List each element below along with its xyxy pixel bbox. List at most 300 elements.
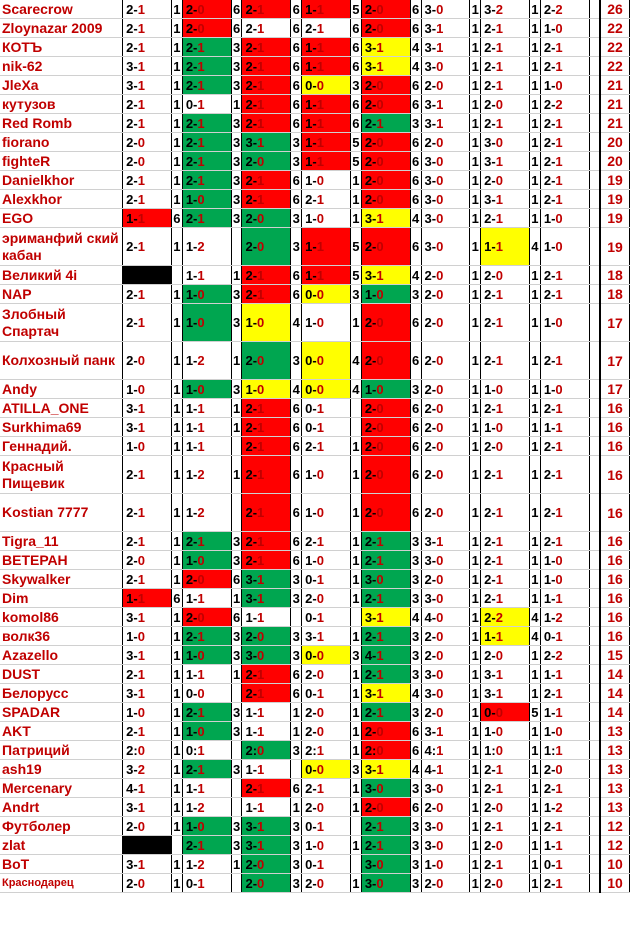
prediction-points: 1 bbox=[530, 342, 541, 380]
score-text: 2-0 bbox=[424, 400, 444, 416]
prediction-points: 4 bbox=[292, 381, 300, 397]
prediction-score bbox=[481, 779, 530, 798]
score-text: 3-0 bbox=[424, 837, 444, 853]
prediction-points: 3 bbox=[232, 533, 241, 549]
prediction-score bbox=[123, 95, 172, 114]
prediction-points: 1 bbox=[173, 818, 181, 834]
prediction-score bbox=[242, 0, 291, 19]
prediction-score bbox=[123, 551, 172, 570]
score-text: 0-0 bbox=[185, 685, 205, 701]
prediction-points: 1 bbox=[173, 400, 181, 416]
prediction-points: 3 bbox=[411, 115, 420, 131]
prediction-score bbox=[540, 836, 589, 855]
prediction-points: 1 bbox=[531, 39, 539, 55]
prediction-points bbox=[589, 342, 600, 380]
prediction-points: 6 bbox=[232, 609, 241, 625]
prediction-score bbox=[481, 152, 530, 171]
prediction-score bbox=[123, 589, 172, 608]
total-points: 19 bbox=[600, 190, 629, 209]
prediction-score bbox=[361, 380, 410, 399]
score-text: 2-0 bbox=[245, 628, 265, 644]
score-text: 1-0 bbox=[245, 381, 265, 397]
prediction-points: 1 bbox=[173, 666, 181, 682]
prediction-points: 1 bbox=[471, 647, 479, 663]
prediction-score bbox=[481, 228, 530, 266]
score-text: 2-0 bbox=[245, 875, 265, 891]
table-row bbox=[0, 760, 630, 779]
prediction-points: 1 bbox=[531, 780, 539, 796]
prediction-points: 1 bbox=[292, 704, 300, 720]
prediction-points: 1 bbox=[173, 191, 181, 207]
prediction-points: 1 bbox=[173, 172, 181, 188]
prediction-points: 6 bbox=[411, 1, 420, 17]
prediction-score bbox=[421, 342, 470, 380]
prediction-score bbox=[242, 152, 291, 171]
prediction-points: 1 bbox=[292, 799, 300, 815]
prediction-score bbox=[421, 114, 470, 133]
prediction-score bbox=[242, 437, 291, 456]
prediction-points: 1 bbox=[173, 628, 181, 644]
prediction-score bbox=[421, 874, 470, 893]
score-text: 2-1 bbox=[245, 115, 265, 131]
prediction-points bbox=[589, 114, 600, 133]
prediction-points: 1 bbox=[232, 856, 241, 872]
score-text: 2-1 bbox=[185, 210, 205, 226]
prediction-points: 3 bbox=[232, 153, 241, 169]
table-row bbox=[0, 171, 630, 190]
prediction-points bbox=[171, 836, 182, 855]
prediction-score bbox=[123, 608, 172, 627]
score-text: 2-1 bbox=[543, 115, 563, 131]
score-text: 2-1 bbox=[305, 191, 324, 207]
prediction-score bbox=[361, 38, 410, 57]
prediction-points: 1 bbox=[352, 742, 360, 758]
player-name: Andy bbox=[0, 380, 123, 399]
player-name: волк36 bbox=[0, 627, 123, 646]
total-points: 13 bbox=[600, 779, 629, 798]
prediction-points: 6 bbox=[411, 77, 420, 93]
total-points: 16 bbox=[600, 418, 629, 437]
total-points: 15 bbox=[600, 646, 629, 665]
prediction-points: 3 bbox=[232, 77, 241, 93]
score-text: 1-0 bbox=[543, 315, 563, 330]
prediction-score bbox=[361, 418, 410, 437]
prediction-points: 1 bbox=[531, 685, 539, 701]
prediction-points: 1 bbox=[531, 286, 539, 302]
score-text: 2-0 bbox=[126, 134, 145, 150]
prediction-points: 4 bbox=[531, 628, 539, 644]
prediction-score bbox=[242, 38, 291, 57]
prediction-points: 1 bbox=[352, 780, 360, 796]
prediction-score bbox=[361, 703, 410, 722]
prediction-score bbox=[182, 380, 231, 399]
prediction-score bbox=[242, 285, 291, 304]
prediction-points bbox=[589, 228, 600, 266]
prediction-points: 1 bbox=[470, 342, 481, 380]
player-name: Scarecrow bbox=[0, 0, 123, 19]
table-row bbox=[0, 855, 630, 874]
prediction-score bbox=[302, 779, 351, 798]
score-text: 1-1 bbox=[543, 590, 563, 606]
score-text: 1-2 bbox=[185, 467, 205, 482]
player-name: Red Romb bbox=[0, 114, 123, 133]
score-text: 2-1 bbox=[185, 533, 205, 549]
prediction-points: 3 bbox=[411, 818, 420, 834]
prediction-points: 6 bbox=[411, 799, 420, 815]
prediction-points: 3 bbox=[292, 856, 300, 872]
prediction-score bbox=[242, 456, 291, 494]
total-points: 16 bbox=[600, 570, 629, 589]
prediction-score bbox=[540, 608, 589, 627]
prediction-points bbox=[589, 285, 600, 304]
score-text: 2-1 bbox=[185, 58, 205, 74]
score-text: 2-1 bbox=[245, 77, 265, 93]
prediction-score bbox=[361, 228, 410, 266]
player-name: Azazello bbox=[0, 646, 123, 665]
prediction-score bbox=[242, 114, 291, 133]
score-text: 2-1 bbox=[484, 400, 503, 416]
prediction-score bbox=[421, 494, 470, 532]
prediction-points: 6 bbox=[292, 438, 300, 454]
prediction-score bbox=[182, 171, 231, 190]
score-text: 2-1 bbox=[364, 818, 384, 834]
prediction-points: 3 bbox=[232, 134, 241, 150]
score-text: 2-1 bbox=[543, 467, 563, 482]
prediction-score bbox=[123, 665, 172, 684]
prediction-score bbox=[540, 570, 589, 589]
score-text: 2-0 bbox=[543, 761, 563, 777]
prediction-points: 1 bbox=[531, 552, 539, 568]
prediction-score bbox=[182, 836, 231, 855]
prediction-score bbox=[302, 741, 351, 760]
prediction-points: 1 bbox=[352, 666, 360, 682]
score-text: 2-1 bbox=[185, 837, 205, 853]
table-row bbox=[0, 285, 630, 304]
prediction-score bbox=[242, 133, 291, 152]
prediction-points: 5 bbox=[352, 1, 360, 17]
prediction-points: 1 bbox=[173, 533, 181, 549]
prediction-points: 6 bbox=[291, 456, 302, 494]
score-text: 1-0 bbox=[126, 438, 145, 454]
prediction-score bbox=[361, 304, 410, 342]
score-text: 1-2 bbox=[185, 799, 205, 815]
score-text: 2-2 bbox=[543, 1, 563, 17]
prediction-points: 6 bbox=[292, 39, 300, 55]
prediction-score bbox=[123, 418, 172, 437]
prediction-points bbox=[589, 19, 600, 38]
prediction-score bbox=[421, 817, 470, 836]
prediction-score bbox=[421, 437, 470, 456]
prediction-points: 6 bbox=[410, 342, 421, 380]
prediction-points: 6 bbox=[292, 172, 300, 188]
score-text: 1-0 bbox=[185, 381, 205, 397]
prediction-score bbox=[182, 646, 231, 665]
player-name: JleXa bbox=[0, 76, 123, 95]
player-name: ВЕТЕРАН bbox=[0, 551, 123, 570]
prediction-score bbox=[421, 627, 470, 646]
prediction-points: 3 bbox=[232, 723, 241, 739]
score-text: 2-1 bbox=[185, 172, 205, 188]
prediction-points: 1 bbox=[530, 494, 541, 532]
prediction-score bbox=[242, 608, 291, 627]
score-text: 2-1 bbox=[484, 552, 503, 568]
prediction-score bbox=[302, 684, 351, 703]
prediction-score bbox=[421, 741, 470, 760]
table-row bbox=[0, 646, 630, 665]
score-text: 2-1 bbox=[126, 286, 145, 302]
prediction-score bbox=[182, 190, 231, 209]
prediction-points bbox=[231, 779, 242, 798]
prediction-score bbox=[361, 760, 410, 779]
table-row bbox=[0, 57, 630, 76]
prediction-score bbox=[242, 19, 291, 38]
prediction-points: 6 bbox=[292, 666, 300, 682]
prediction-score bbox=[302, 95, 351, 114]
prediction-score bbox=[481, 589, 530, 608]
prediction-score bbox=[421, 38, 470, 57]
prediction-points: 3 bbox=[292, 742, 300, 758]
total-points: 19 bbox=[600, 228, 629, 266]
score-text: 1-1 bbox=[245, 799, 265, 815]
score-text: 2-1 bbox=[245, 58, 265, 74]
prediction-points: 6 bbox=[292, 552, 300, 568]
prediction-points: 3 bbox=[292, 153, 300, 169]
prediction-points: 6 bbox=[292, 400, 300, 416]
prediction-points: 6 bbox=[410, 304, 421, 342]
prediction-score bbox=[302, 817, 351, 836]
total-points: 17 bbox=[600, 342, 629, 380]
score-text: 3-1 bbox=[126, 58, 145, 74]
prediction-points: 1 bbox=[471, 438, 479, 454]
prediction-points: 1 bbox=[171, 456, 182, 494]
prediction-points bbox=[589, 608, 600, 627]
score-text: 1-0 bbox=[543, 552, 563, 568]
score-text: 0-1 bbox=[305, 419, 324, 435]
score-text: 4-0 bbox=[424, 609, 444, 625]
prediction-points bbox=[589, 779, 600, 798]
score-text: 3-0 bbox=[424, 590, 444, 606]
prediction-points: 1 bbox=[471, 1, 479, 17]
prediction-score bbox=[182, 285, 231, 304]
prediction-score bbox=[481, 418, 530, 437]
prediction-score bbox=[242, 171, 291, 190]
prediction-score bbox=[421, 190, 470, 209]
prediction-score bbox=[242, 741, 291, 760]
prediction-score bbox=[302, 760, 351, 779]
score-text: 2-1 bbox=[245, 400, 265, 416]
score-text: 2-1 bbox=[484, 20, 503, 36]
score-text: 1-0 bbox=[126, 381, 145, 397]
prediction-points: 1 bbox=[173, 761, 181, 777]
prediction-score bbox=[302, 228, 351, 266]
prediction-score bbox=[540, 760, 589, 779]
prediction-score bbox=[242, 855, 291, 874]
prediction-points: 3 bbox=[352, 647, 360, 663]
score-text: 1-0 bbox=[364, 286, 384, 302]
score-text: 2-1 bbox=[245, 533, 265, 549]
prediction-points: 1 bbox=[531, 761, 539, 777]
prediction-score bbox=[481, 190, 530, 209]
prediction-score bbox=[302, 152, 351, 171]
score-text: 1-0 bbox=[305, 552, 324, 568]
score-text: 3-0 bbox=[424, 552, 444, 568]
player-name: Великий 4i bbox=[0, 266, 123, 285]
prediction-score bbox=[242, 209, 291, 228]
score-text: 2-1 bbox=[364, 837, 384, 853]
score-text: 2-1 bbox=[185, 39, 205, 55]
prediction-score bbox=[182, 817, 231, 836]
prediction-points: 1 bbox=[352, 210, 360, 226]
score-text: 2-0 bbox=[126, 153, 145, 169]
prediction-points: 1 bbox=[352, 191, 360, 207]
score-text: 2-0 bbox=[245, 153, 265, 169]
prediction-points: 1 bbox=[531, 419, 539, 435]
prediction-score bbox=[302, 57, 351, 76]
prediction-points bbox=[589, 665, 600, 684]
score-text: 2-1 bbox=[126, 39, 145, 55]
prediction-score bbox=[123, 57, 172, 76]
score-text: 2-0 bbox=[245, 239, 265, 254]
score-text: 3-0 bbox=[245, 647, 265, 663]
score-text: 0-0 bbox=[305, 647, 324, 663]
table-row bbox=[0, 266, 630, 285]
score-text: 3-0 bbox=[424, 58, 444, 74]
prediction-score bbox=[540, 418, 589, 437]
prediction-score bbox=[182, 228, 231, 266]
score-text: 2-0 bbox=[484, 438, 503, 454]
total-points: 22 bbox=[600, 57, 629, 76]
score-text: 2-0 bbox=[484, 96, 503, 112]
prediction-points bbox=[589, 627, 600, 646]
table-row bbox=[0, 741, 630, 760]
prediction-points: 1 bbox=[531, 210, 539, 226]
total-points: 21 bbox=[600, 114, 629, 133]
prediction-score bbox=[302, 665, 351, 684]
prediction-points: 1 bbox=[531, 875, 539, 891]
total-points: 13 bbox=[600, 722, 629, 741]
prediction-score bbox=[361, 114, 410, 133]
table-row bbox=[0, 570, 630, 589]
player-name: NAP bbox=[0, 285, 123, 304]
prediction-score bbox=[481, 494, 530, 532]
prediction-points bbox=[589, 57, 600, 76]
prediction-points bbox=[589, 380, 600, 399]
prediction-points: 1 bbox=[470, 494, 481, 532]
prediction-score bbox=[361, 684, 410, 703]
prediction-score bbox=[361, 722, 410, 741]
table-row bbox=[0, 589, 630, 608]
score-text: 3-1 bbox=[424, 96, 444, 112]
score-text: 3-1 bbox=[126, 647, 145, 663]
score-text: 2-0 bbox=[185, 20, 205, 36]
prediction-score bbox=[421, 836, 470, 855]
prediction-score bbox=[123, 171, 172, 190]
score-text: 3-1 bbox=[245, 837, 265, 853]
prediction-points: 1 bbox=[471, 77, 479, 93]
score-text: 2-1 bbox=[484, 210, 503, 226]
prediction-points: 5 bbox=[352, 153, 360, 169]
prediction-score bbox=[421, 285, 470, 304]
score-text: 0:1 bbox=[185, 742, 205, 758]
prediction-score bbox=[182, 703, 231, 722]
score-text: 2-0 bbox=[364, 134, 384, 150]
prediction-points: 1 bbox=[531, 153, 539, 169]
table-row bbox=[0, 38, 630, 57]
score-text: 3-1 bbox=[245, 818, 265, 834]
prediction-points: 3 bbox=[411, 286, 420, 302]
score-text: 2-0 bbox=[484, 267, 503, 283]
prediction-points: 6 bbox=[292, 1, 300, 17]
prediction-score bbox=[540, 665, 589, 684]
table-row bbox=[0, 95, 630, 114]
prediction-points bbox=[589, 133, 600, 152]
score-text: 1-0 bbox=[543, 20, 563, 36]
prediction-score bbox=[242, 532, 291, 551]
prediction-points: 1 bbox=[231, 342, 242, 380]
prediction-points bbox=[589, 570, 600, 589]
total-points: 18 bbox=[600, 285, 629, 304]
table-row bbox=[0, 76, 630, 95]
table-row bbox=[0, 608, 630, 627]
prediction-score bbox=[302, 266, 351, 285]
prediction-points: 1 bbox=[173, 39, 181, 55]
score-text: 2-0 bbox=[364, 505, 384, 520]
score-text: 1-0 bbox=[185, 647, 205, 663]
prediction-points: 6 bbox=[292, 96, 300, 112]
total-points: 14 bbox=[600, 703, 629, 722]
score-text: 2-1 bbox=[185, 704, 205, 720]
prediction-score bbox=[421, 532, 470, 551]
prediction-points: 3 bbox=[352, 286, 360, 302]
score-text: 1-0 bbox=[185, 286, 205, 302]
prediction-points: 3 bbox=[411, 704, 420, 720]
prediction-score bbox=[540, 874, 589, 893]
player-name: эриманфий ский кабан bbox=[0, 228, 123, 266]
score-text: 2-0 bbox=[424, 353, 444, 368]
score-text: 2-1 bbox=[364, 533, 384, 549]
prediction-score bbox=[421, 133, 470, 152]
prediction-points: 6 bbox=[292, 115, 300, 131]
prediction-points bbox=[231, 798, 242, 817]
prediction-points: 3 bbox=[232, 39, 241, 55]
prediction-score bbox=[182, 779, 231, 798]
prediction-points bbox=[589, 95, 600, 114]
prediction-score bbox=[361, 836, 410, 855]
score-text: 3-0 bbox=[484, 134, 503, 150]
prediction-points bbox=[350, 855, 361, 874]
score-text: 3-0 bbox=[424, 239, 444, 254]
prediction-score bbox=[540, 285, 589, 304]
prediction-score bbox=[182, 95, 231, 114]
prediction-points: 1 bbox=[471, 153, 479, 169]
prediction-points: 1 bbox=[471, 742, 479, 758]
prediction-score bbox=[421, 798, 470, 817]
prediction-score bbox=[302, 494, 351, 532]
prediction-points: 1 bbox=[173, 438, 181, 454]
score-text: 3-1 bbox=[424, 20, 444, 36]
prediction-score bbox=[242, 589, 291, 608]
prediction-points bbox=[589, 209, 600, 228]
prediction-points: 1 bbox=[352, 172, 360, 188]
prediction-points: 1 bbox=[471, 58, 479, 74]
score-text: 2-0 bbox=[364, 438, 384, 454]
prediction-points: 1 bbox=[471, 552, 479, 568]
prediction-points: 1 bbox=[530, 456, 541, 494]
prediction-points: 1 bbox=[171, 304, 182, 342]
prediction-score bbox=[540, 627, 589, 646]
score-text: 4:1 bbox=[424, 742, 444, 758]
prediction-points bbox=[171, 266, 182, 285]
